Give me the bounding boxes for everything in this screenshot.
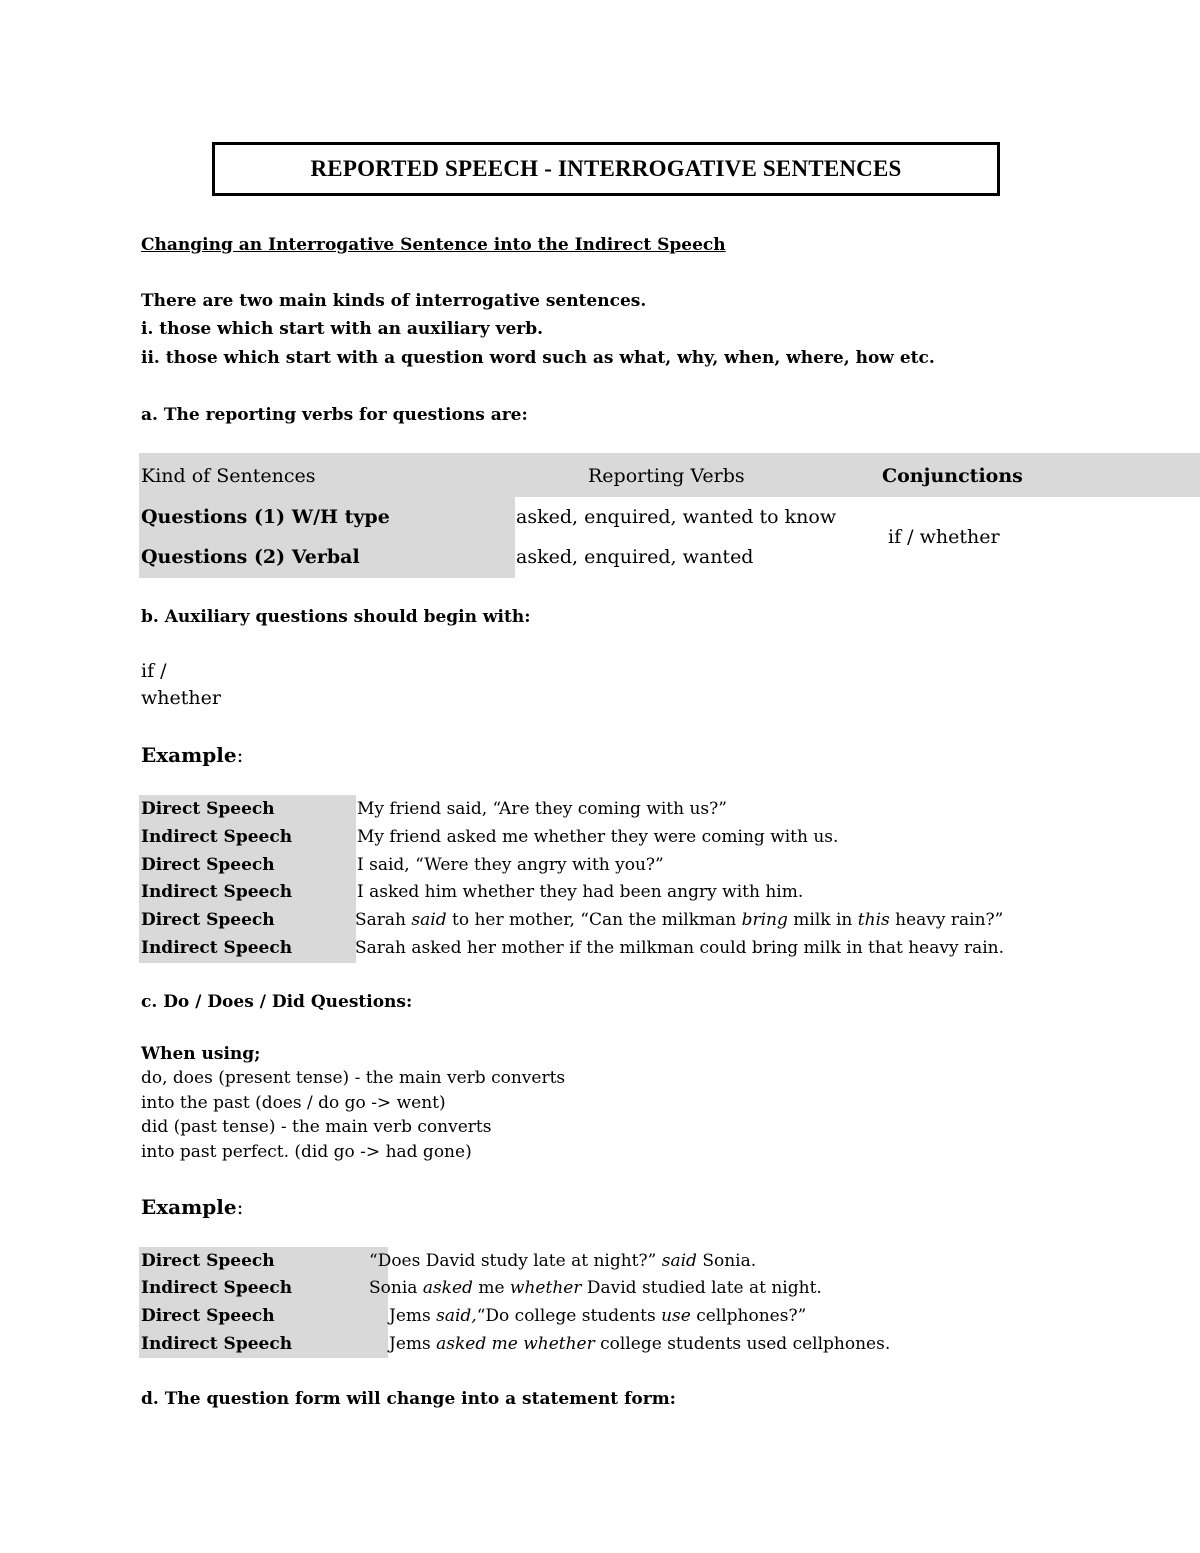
intro-line-2: i. those which start with an auxiliary verb. [141, 319, 544, 339]
intro-line-1: There are two main kinds of interrogative sentences. [141, 291, 647, 311]
example2-text: Jems asked me whether college students used cellphones. [389, 1334, 891, 1354]
example1-text: My friend said, “Are they coming with us?” [357, 799, 727, 819]
table-row-1-kind: Questions (1) W/H type [141, 506, 390, 528]
example-label: Example [141, 743, 237, 767]
example1-text: Sarah said to her mother, “Can the milkman bring milk in this heavy rain?” [355, 910, 1004, 930]
example2-label: Indirect Speech [141, 1334, 293, 1354]
when-using: When using; [141, 1044, 261, 1064]
table-row-2-verbs: asked, enquired, wanted [516, 546, 754, 568]
example-heading-2 [141, 1195, 243, 1219]
example2-text: Sonia asked me whether David studied late at night. [369, 1278, 822, 1298]
intro-line-3: ii. those which start with a question word such as what, why, when, where, how etc. [141, 348, 935, 368]
example1-label: Indirect Speech [141, 938, 293, 958]
example1-label: Direct Speech [141, 799, 275, 819]
example2-label: Indirect Speech [141, 1278, 293, 1298]
example1-label: Indirect Speech [141, 827, 293, 847]
table-row-1-verbs: asked, enquired, wanted to know [516, 506, 837, 528]
table-header-verbs: Reporting Verbs [588, 465, 745, 487]
example2-text: “Does David study late at night?” said Sonia. [369, 1251, 757, 1271]
table-conjunction: if / whether [888, 526, 1000, 548]
b-line-2: whether [141, 687, 221, 709]
example-heading-1 [141, 743, 243, 767]
section-d-heading: d. The question form will change into a statement form: [141, 1389, 676, 1409]
example2-label: Direct Speech [141, 1306, 275, 1326]
section-c-heading: c. Do / Does / Did Questions: [141, 992, 413, 1012]
example1-text: Sarah asked her mother if the milkman could bring milk in that heavy rain. [355, 938, 1005, 958]
example1-text: I asked him whether they had been angry with him. [357, 882, 804, 902]
example-label: Example [141, 1195, 237, 1219]
section-heading: Changing an Interrogative Sentence into the Indirect Speech [141, 235, 726, 255]
b-line-1: if / [141, 660, 167, 682]
c-line-4: into past perfect. (did go -> had gone) [141, 1142, 472, 1162]
example1-text: I said, “Were they angry with you?” [357, 855, 664, 875]
example1-label: Direct Speech [141, 855, 275, 875]
section-a-heading: a. The reporting verbs for questions are: [141, 405, 528, 425]
c-line-2: into the past (does / do go -> went) [141, 1093, 446, 1113]
title-box [212, 142, 1000, 196]
section-b-heading: b. Auxiliary questions should begin with: [141, 607, 531, 627]
example1-label: Indirect Speech [141, 882, 293, 902]
page-title: REPORTED SPEECH - INTERROGATIVE SENTENCES [310, 156, 902, 181]
example-colon: : [236, 1195, 244, 1219]
example1-label: Direct Speech [141, 910, 275, 930]
example2-label: Direct Speech [141, 1251, 275, 1271]
example2-text: Jems said,“Do college students use cellphones?” [389, 1306, 807, 1326]
c-line-3: did (past tense) - the main verb converts [141, 1117, 492, 1137]
table-row-2-kind: Questions (2) Verbal [141, 546, 360, 568]
table-header-conjunctions: Conjunctions [882, 465, 1023, 487]
example1-text: My friend asked me whether they were coming with us. [357, 827, 839, 847]
example-colon: : [236, 743, 244, 767]
table-header-kind: Kind of Sentences [141, 465, 316, 487]
c-line-1: do, does (present tense) - the main verb converts [141, 1068, 566, 1088]
